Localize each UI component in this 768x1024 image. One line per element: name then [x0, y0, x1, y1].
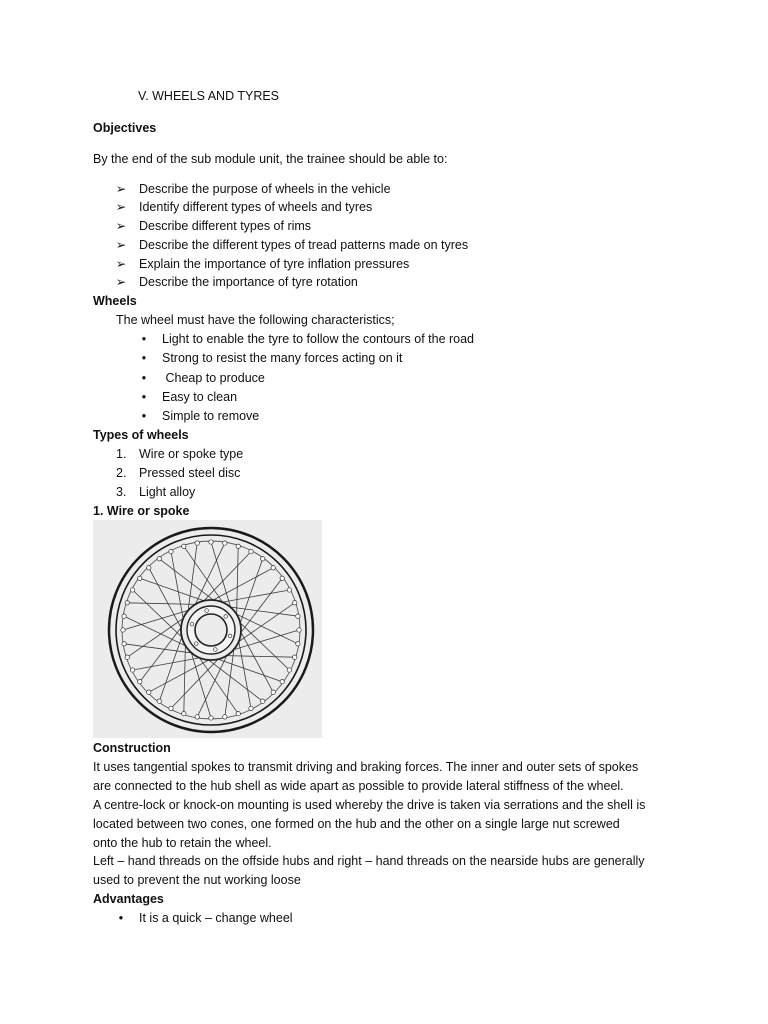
spoke-nipple	[130, 668, 134, 672]
paragraph-line: are connected to the hub shell as wide apart as possible to provide lateral stiffness of the wheel.	[93, 779, 624, 793]
paragraph-line: onto the hub to retain the wheel.	[93, 836, 272, 850]
list-number: 1.	[116, 447, 127, 461]
paragraph-line: used to prevent the nut working loose	[93, 873, 301, 887]
hub-hole	[224, 615, 228, 619]
arrow-bullet-icon: ➢	[115, 200, 127, 214]
wire-wheel-illustration	[93, 520, 322, 738]
spoke-nipple	[271, 690, 275, 694]
construction-heading: Construction	[93, 741, 171, 755]
hub-hole	[228, 634, 232, 638]
spoke-nipple	[280, 680, 284, 684]
spoke-nipple	[223, 541, 227, 545]
spoke-nipple	[125, 601, 129, 605]
spoke-nipple	[157, 699, 161, 703]
spoke-nipple	[296, 614, 300, 618]
list-item: Easy to clean	[162, 390, 238, 404]
spoke-nipple	[280, 576, 284, 580]
spoke-nipple	[261, 557, 265, 561]
spoke-nipple	[169, 706, 173, 710]
list-item: Identify different types of wheels and tyres	[139, 200, 373, 214]
spoke-nipple	[121, 628, 125, 632]
spoke-nipple	[122, 614, 126, 618]
spoke-nipple	[138, 576, 142, 580]
paragraph-line: A centre-lock or knock-on mounting is used whereby the drive is taken via serrations and the shell is	[93, 798, 646, 812]
arrow-bullet-icon: ➢	[115, 257, 127, 271]
spoke-nipple	[195, 715, 199, 719]
arrow-bullet-icon: ➢	[115, 182, 127, 196]
spoke-nipple	[130, 588, 134, 592]
spoke-nipple	[293, 655, 297, 659]
spoke-nipple	[122, 642, 126, 646]
arrow-bullet-icon: ➢	[115, 238, 127, 252]
list-item: Describe the purpose of wheels in the vehicle	[139, 182, 391, 196]
hub-hole	[205, 609, 209, 613]
spoke-nipple	[261, 699, 265, 703]
hub-hole	[214, 648, 218, 652]
paragraph-line: located between two cones, one formed on the hub and the other on a single large nut screwed	[93, 817, 620, 831]
list-item: Describe different types of rims	[139, 219, 312, 233]
spoke-nipple	[236, 712, 240, 716]
wheels-intro: The wheel must have the following characteristics;	[116, 313, 395, 327]
list-item: Strong to resist the many forces acting on it	[162, 351, 403, 365]
spoke-nipple	[209, 716, 213, 720]
list-number: 2.	[116, 466, 127, 480]
spoke-nipple	[147, 690, 151, 694]
list-item: Wire or spoke type	[139, 447, 244, 461]
spoke-nipple	[125, 655, 129, 659]
list-item: Cheap to produce	[162, 371, 265, 385]
spoke-nipple	[147, 566, 151, 570]
bullet-icon: •	[141, 351, 147, 365]
bullet-icon: •	[141, 371, 147, 385]
bullet-icon: •	[141, 390, 147, 404]
spoke-nipple	[287, 588, 291, 592]
arrow-bullet-icon: ➢	[115, 219, 127, 233]
list-item: Explain the importance of tyre inflation pressures	[139, 257, 410, 271]
wire-wheel-icon	[93, 520, 322, 738]
wire-spoke-heading: 1. Wire or spoke	[93, 504, 190, 518]
arrow-bullet-icon: ➢	[115, 275, 127, 289]
paragraph-line: Left – hand threads on the offside hubs and right – hand threads on the nearside hubs are generally	[93, 854, 645, 868]
spoke-nipple	[169, 549, 173, 553]
spoke-nipple	[249, 549, 253, 553]
list-item: Describe the importance of tyre rotation	[139, 275, 358, 289]
hub-hole	[190, 622, 194, 626]
spoke-nipple	[236, 544, 240, 548]
list-number: 3.	[116, 485, 127, 499]
spoke-nipple	[209, 540, 213, 544]
page-title: V. WHEELS AND TYRES	[138, 89, 280, 103]
advantages-heading: Advantages	[93, 892, 164, 906]
spoke-nipple	[195, 541, 199, 545]
spoke-nipple	[249, 706, 253, 710]
spoke-nipple	[271, 566, 275, 570]
spoke-nipple	[182, 544, 186, 548]
list-item: Light to enable the tyre to follow the contours of the road	[162, 332, 475, 346]
list-item: Simple to remove	[162, 409, 260, 423]
list-item: Pressed steel disc	[139, 466, 241, 480]
list-item: Describe the different types of tread patterns made on tyres	[139, 238, 469, 252]
spoke-nipple	[157, 557, 161, 561]
spoke-nipple	[287, 668, 291, 672]
spoke-nipple	[223, 715, 227, 719]
objectives-intro: By the end of the sub module unit, the trainee should be able to:	[93, 152, 448, 166]
wheels-heading: Wheels	[93, 294, 137, 308]
bullet-icon: •	[141, 409, 147, 423]
spoke-nipple	[296, 642, 300, 646]
spoke-nipple	[297, 628, 301, 632]
spoke-nipple	[138, 680, 142, 684]
objectives-heading: Objectives	[93, 121, 157, 135]
spoke-nipple	[182, 712, 186, 716]
list-item: Light alloy	[139, 485, 196, 499]
bullet-icon: •	[141, 332, 147, 346]
list-item: It is a quick – change wheel	[139, 911, 293, 925]
paragraph-line: It uses tangential spokes to transmit driving and braking forces. The inner and outer sets of spokes	[93, 760, 639, 774]
types-heading: Types of wheels	[93, 428, 189, 442]
hub-hole	[195, 642, 199, 646]
spoke-nipple	[293, 601, 297, 605]
bullet-icon: •	[118, 911, 124, 925]
